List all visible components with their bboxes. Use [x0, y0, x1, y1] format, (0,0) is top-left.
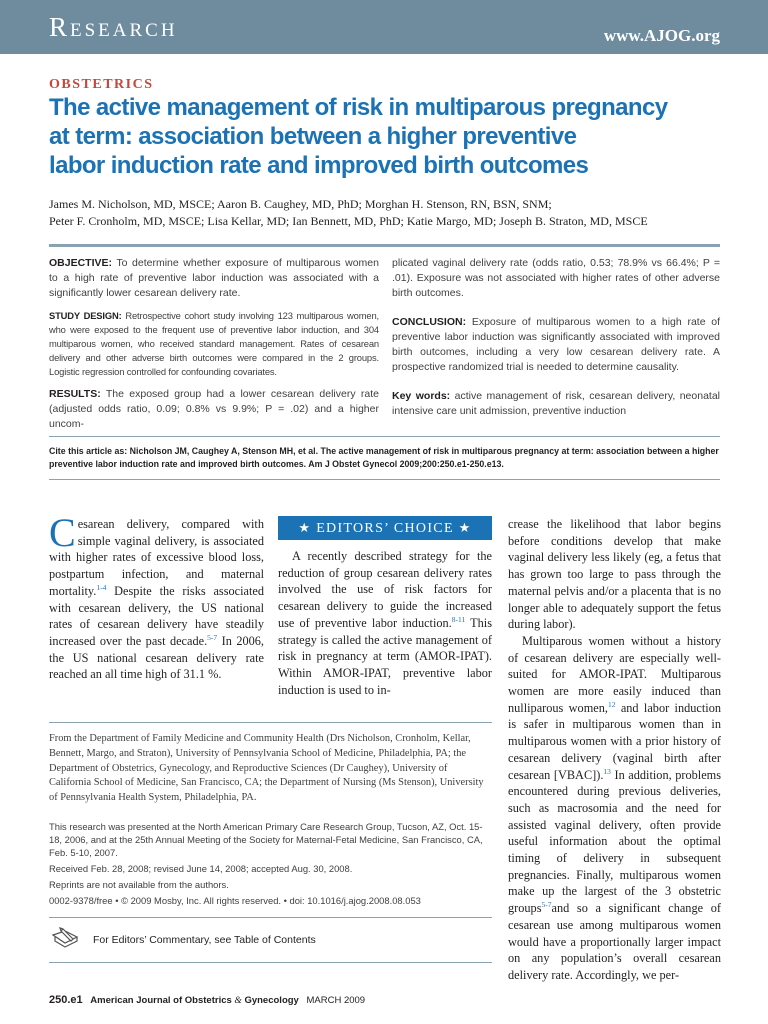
abstract-text: Exposure of multiparous women to a high rate of preventive labor induction was significantly associated with improved birth outcomes, including a very low cesarean delivery rate. A prospective randomized trial is needed to determine causality. [392, 316, 721, 373]
body-text: Multiparous women without a history of cesarean delivery are especially well-suited for AMOR-IPAT. Multiparous women are more easily induced than nulliparous women, [508, 633, 721, 715]
page-footer [49, 994, 365, 1006]
abstract-results-continued: plicated vaginal delivery rate (odds ratio, 0.53; 78.9% vs 66.4%; P = .01). Exposure was not associated with higher rates of other adverse birth outcomes. [392, 257, 720, 299]
abstract-keywords [392, 389, 720, 419]
editors-choice-banner [278, 516, 492, 540]
body-text: and labor induction is safer in multiparous women than in multiparous women with a prior history of cesarean delivery (vaginal birth after cesarean [VBAC]). [508, 700, 721, 782]
abstract-objective [49, 256, 379, 301]
star-icon: ★ [298, 520, 312, 535]
title-line: The active management of risk in multiparous pregnancy [49, 94, 668, 121]
abstract-results [49, 387, 379, 432]
issue-date: MARCH 2009 [306, 995, 366, 1006]
commentary-top-rule [49, 917, 492, 918]
copyright-note: 0002-9378/free • © 2009 Mosby, Inc. All rights reserved. • doi: 10.1016/j.ajog.2008.08.053 [49, 895, 421, 906]
journal-url[interactable]: www.AJOG.org [603, 26, 720, 45]
citation-rule [49, 479, 720, 480]
journal-name: American Journal of Obstetrics [90, 995, 232, 1006]
category-label: OBSTETRICS [49, 77, 154, 92]
commentary-bottom-rule [49, 962, 492, 963]
reference-link[interactable]: 8-11 [451, 614, 466, 624]
page-number: 250.e1 [49, 994, 83, 1006]
abstract-text: active management of risk, cesarean delivery, neonatal intensive care unit admission, preventive induction [392, 390, 720, 417]
body-paragraph: crease the likelihood that labor begins before conditions develop that make vaginal delivery less likely (eg, a fetus that has grown too large to pass through the maternal pelvis and/or a placenta that is no longer able to adequately support the fetus during labor). [508, 517, 721, 632]
body-text: This strategy is called the active management of risk in pregnancy at term (AMOR-IPAT). Within AMOR-IPAT, preventive labor induction is used to in- [278, 615, 492, 697]
journal-name-continued: Gynecology [244, 995, 299, 1006]
body-text: and so a significant change of cesarean use among multiparous women would have a proportionally larger impact on any population’s overall cesarean delivery rate. Accordingly, we per- [508, 901, 721, 982]
journal-ampersand: & [234, 996, 242, 1006]
header-banner [0, 0, 768, 54]
title-line: labor induction rate and improved birth outcomes [49, 152, 589, 179]
body-text: esarean delivery, compared with simple vaginal delivery, is associated with higher rates of excessive blood loss, postpartum infection, and maternal mortality. [49, 517, 264, 598]
reference-link[interactable]: 5-7 [541, 900, 552, 910]
body-column-1 [49, 510, 265, 683]
reference-link[interactable]: 5-7 [207, 632, 218, 642]
abstract-text: The exposed group had a lower cesarean delivery rate (adjusted odds ratio, 0.09; 0.8% vs 9.9%; P = .02) and a higher uncom- [49, 388, 379, 430]
editors-choice-label: EDITORS’ CHOICE [316, 521, 454, 536]
reference-link[interactable]: 1-4 [96, 582, 107, 592]
reprints-note: Reprints are not available from the authors. [49, 879, 229, 890]
editors-commentary-link[interactable]: For Editors’ Commentary, see Table of Contents [93, 934, 316, 946]
abstract-heading: STUDY DESIGN: [49, 310, 122, 321]
article-notes [49, 820, 492, 910]
body-paragraph [508, 633, 721, 984]
reference-link[interactable]: 13 [603, 766, 611, 776]
abstract-right-column [392, 256, 720, 427]
body-text: A recently described strategy for the reduction of group cesarean delivery rates involved the use of risk factors for cesarean delivery to guide the increased use of preventive labor induction. [278, 549, 492, 630]
section-title: Research [49, 12, 178, 42]
affiliation-rule [49, 722, 492, 723]
pen-and-paper-icon [51, 925, 83, 953]
reference-link[interactable]: 12 [607, 699, 616, 709]
body-column-3 [508, 516, 721, 984]
author-line: Peter F. Cronholm, MD, MSCE; Lisa Kellar, MD; Ian Bennett, MD, PhD; Katie Margo, MD; Joseph B. Straton, MD, MSCE [49, 214, 648, 228]
body-column-2 [278, 516, 492, 698]
abstract-top-rule [49, 244, 720, 247]
title-line: at term: association between a higher preventive [49, 123, 577, 150]
received-note: Received Feb. 28, 2008; revised June 14, 2008; accepted Aug. 30, 2008. [49, 863, 353, 874]
star-icon: ★ [458, 520, 472, 535]
article-title [49, 93, 729, 180]
abstract-bottom-rule [49, 436, 720, 437]
author-line: James M. Nicholson, MD, MSCE; Aaron B. Caughey, MD, PhD; Morghan H. Stenson, RN, BSN, SNM; [49, 197, 552, 211]
body-text: Despite the risks associated with cesarean delivery, the US national rates of cesarean delivery have steadily increased over the past decade. [49, 583, 264, 648]
abstract-heading: OBJECTIVE: [49, 257, 113, 269]
abstract-heading: Key words: [392, 390, 451, 402]
drop-cap: C [49, 510, 76, 555]
presented-note: This research was presented at the North American Primary Care Research Group, Tucson, AZ, Oct. 15-18, 2006, and at the 25th Annual Meeting of the Society for Maternal-Fetal Medicine, San Francisco, CA, Feb. 5-10, 2007. [49, 821, 483, 858]
body-text: In addition, problems encountered during previous deliveries, such as macrosomia and the need for assisted vaginal delivery, often provide useful information about the optimal timing of delivery in subsequent pregnancies. Finally, multiparous women make up the largest of the 3 obstetric groups [508, 767, 722, 916]
abstract-text: Retrospective cohort study involving 123 multiparous women, who were exposed to the frequent use of preventive labor induction, and 304 multiparous women, who received standard management. Rates of cesarean delivery and other adverse birth outcomes were compared in the 2 groups. Logistic regression controlled for confounding covariates. [49, 310, 379, 377]
author-list [49, 196, 739, 230]
abstract-heading: RESULTS: [49, 388, 101, 400]
body-paragraph [278, 548, 492, 698]
body-text: In 2006, the US national cesarean delivery rate reached an all time high of 31.1 %. [49, 633, 265, 682]
abstract-heading: CONCLUSION: [392, 316, 467, 328]
citation-text: Cite this article as: Nicholson JM, Caughey A, Stenson MH, et al. The active management of risk in multiparous pregnancy at term: association between a higher preventive labor induction rate and improved birth outcomes. Am J Obstet Gynecol 2009;200:250.e1-250.e13. [49, 446, 719, 469]
abstract-text: To determine whether exposure of multiparous women to a high rate of preventive labor induction was associated with a significantly lower cesarean delivery rate. [49, 257, 379, 299]
abstract-conclusion [392, 315, 720, 375]
abstract-study-design [49, 309, 379, 379]
abstract-left-column [49, 256, 379, 440]
affiliation-text: From the Department of Family Medicine and Community Health (Drs Nicholson, Cronholm, Kellar, Bennett, Margo, and Straton), University of Pennsylvania School of Medicine, Philadelphia, PA; the Department of Obstetrics, Gynecology, and Reproductive Sciences (Dr Caughey), University of California School of Medicine, San Francisco, CA; the Department of Nursing (Ms Stenson), University of Pennsylvania Health System, Philadelphia, PA. [49, 733, 484, 804]
